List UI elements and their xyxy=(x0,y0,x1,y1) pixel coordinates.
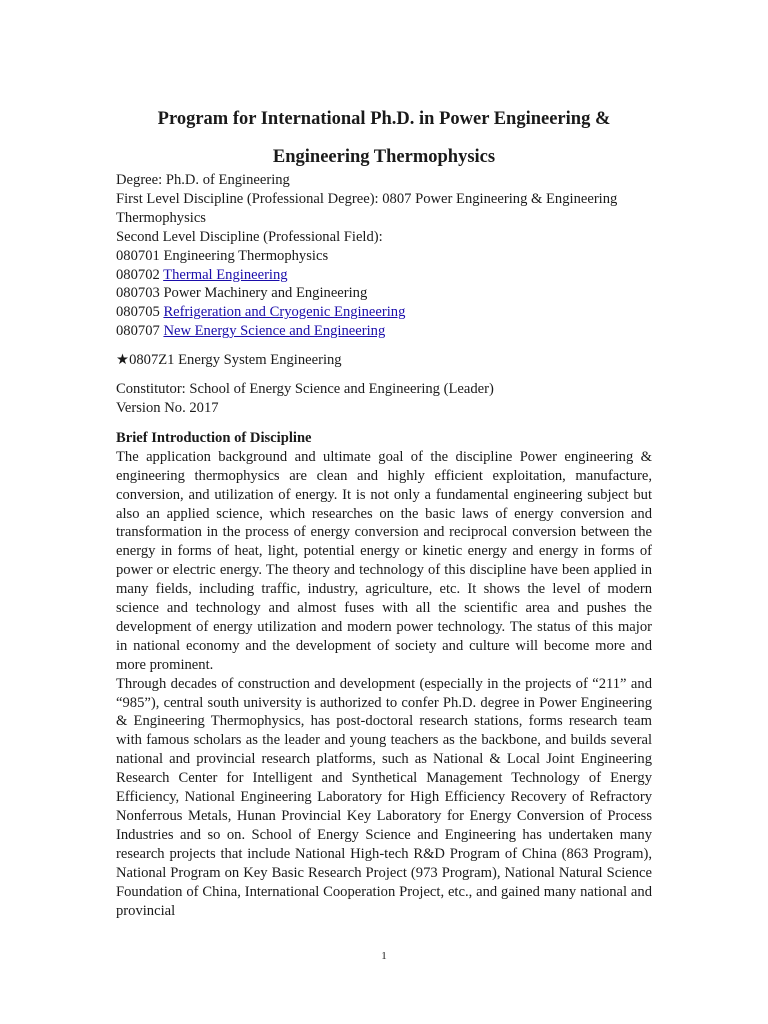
discipline-item xyxy=(116,303,652,322)
degree-line: Degree: Ph.D. of Engineering xyxy=(116,172,290,188)
special-discipline: ★0807Z1 Energy System Engineering xyxy=(116,352,342,369)
discipline-item xyxy=(116,247,652,266)
first-level-discipline: First Level Discipline (Professional Degree): 0807 Power Engineering & Engineering Thermophysics xyxy=(116,190,618,226)
discipline-link-refrigeration[interactable]: Refrigeration and Cryogenic Engineering xyxy=(163,304,406,321)
discipline-item xyxy=(116,266,652,285)
discipline-code: 080701 xyxy=(116,247,160,264)
discipline-list xyxy=(116,247,652,342)
document-body xyxy=(116,171,652,920)
discipline-code: 080702 xyxy=(116,266,160,283)
discipline-link-new-energy[interactable]: New Energy Science and Engineering xyxy=(163,323,386,340)
discipline-code: 080705 xyxy=(116,304,160,321)
intro-paragraph-2: Through decades of construction and development (especially in the projects of “211” and “985”), central south university is authorized to confer Ph.D. degree in Power Engineering & Engineering Thermophysics, has post-doctoral research stations, forms research team with famous scholars as the leader and young teachers as the backbone, and builds several national and provincial research platforms, such as National & Local Joint Engineering Research Center for Intelligent and Synthetical Management Technology of Energy Efficiency, National Engineering Laboratory for High Efficiency Recovery of Refractory Nonferrous Metals, Hunan Provincial Key Laboratory for Energy Conversion of Process Industries and so on. School of Energy Science and Engineering has undertaken many research projects that include National High-tech R&D Program of China (863 Program), National Program on Key Basic Research Project (973 Program), National Natural Science Foundation of China, International Cooperation Project, etc., and gained many national and provincial xyxy=(116,675,652,919)
discipline-name: Power Machinery and Engineering xyxy=(163,285,368,302)
discipline-item xyxy=(116,322,652,341)
discipline-name: Engineering Thermophysics xyxy=(163,247,329,264)
section-heading: Brief Introduction of Discipline xyxy=(116,429,312,446)
page-number: 1 xyxy=(381,950,387,962)
spacer xyxy=(116,370,652,380)
discipline-code: 080703 xyxy=(116,285,160,302)
spacer xyxy=(116,341,652,351)
second-level-discipline: Second Level Discipline (Professional Field): xyxy=(116,228,383,245)
discipline-link-thermal-engineering[interactable]: Thermal Engineering xyxy=(163,266,288,283)
document-title: Program for International Ph.D. in Power Engineering & Engineering Thermophysics xyxy=(157,109,611,167)
discipline-item xyxy=(116,284,652,303)
spacer xyxy=(116,418,652,429)
intro-paragraph-1: The application background and ultimate goal of the discipline Power engineering & engineering thermophysics are clean and highly efficient exploitation, manufacture, conversion, and utilization of energy. It is not only a fundamental engineering subject but also an applied science, which researches on the basic laws of energy conversion and transformation in the process of energy conversion and reciprocal conversion between the energy in forms of heat, light, potential energy or kinetic energy and energy in forms of power or electric energy. The theory and technology of this discipline have been applied in many fields, including traffic, industry, agriculture, etc. It shows the level of modern science and technology and almost fuses with all the scientific area and pushes the development of energy utilization and modern power technology. The status of this major in national economy and the development of society and culture will become more and more prominent. xyxy=(116,448,652,673)
constitutor-line: Constitutor: School of Energy Science and Engineering (Leader) xyxy=(116,381,494,398)
version-line: Version No. 2017 xyxy=(116,399,219,416)
discipline-code: 080707 xyxy=(116,323,160,340)
